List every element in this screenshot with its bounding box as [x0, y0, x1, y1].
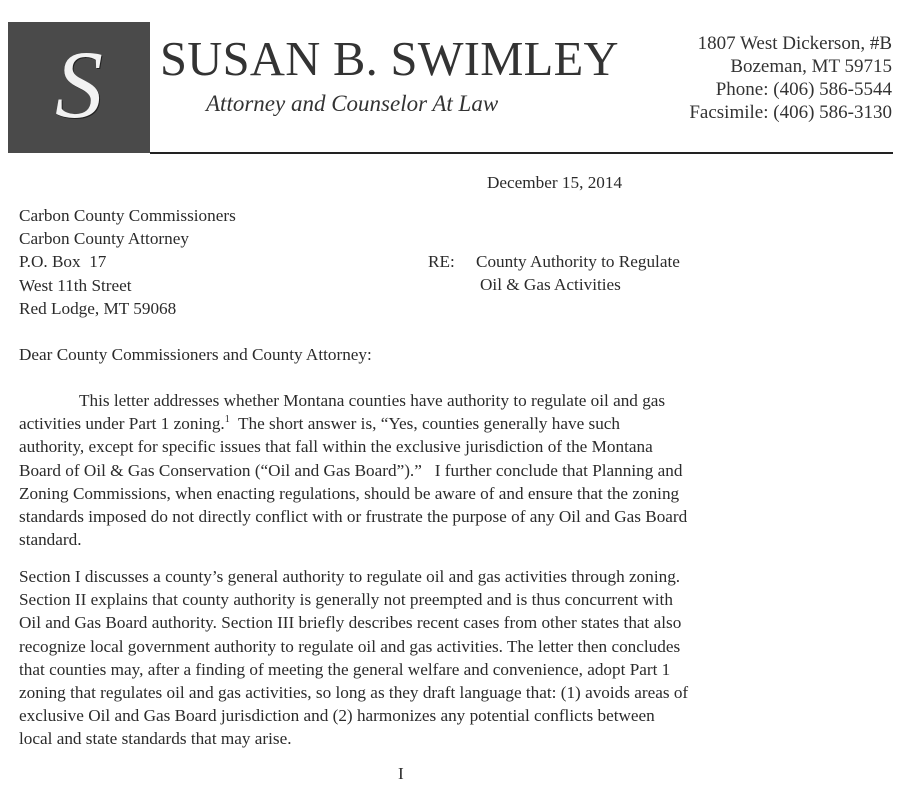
salutation: Dear County Commissioners and County Attorney:: [19, 345, 372, 364]
recipient-line: P.O. Box 17: [19, 252, 107, 272]
header-divider: [150, 152, 893, 154]
paragraph-line: local and state standards that may arise.: [19, 729, 292, 749]
paragraph-line: recognize local government authority to regulate oil and gas activities. The letter then concludes: [19, 636, 681, 656]
subject-text-line-1: County Authority to Regulate: [476, 252, 680, 271]
firm-name: SUSAN B. SWIMLEY: [160, 33, 619, 86]
recipient-address: [19, 204, 236, 320]
body-paragraph-2: [19, 565, 799, 751]
firm-logo: [8, 22, 150, 153]
recipient-line: West 11th Street: [19, 275, 132, 295]
paragraph-line: Board of Oil & Gas Conservation (“Oil and Gas Board”).” I further conclude that Planning and: [19, 460, 683, 480]
paragraph-line: Oil and Gas Board authority. Section III briefly describes recent cases from other states that also: [19, 613, 682, 633]
address-line-1: 1807 West Dickerson, #B: [697, 33, 892, 54]
recipient-line: Red Lodge, MT 59068: [19, 298, 177, 318]
paragraph-line: activities under Part 1 zoning.$^1$ The short answer is, “Yes, counties generally have such: [19, 414, 621, 434]
paragraph-line: authority, except for specific issues that fall within the exclusive jurisdiction of the Montana: [19, 437, 653, 457]
phone-number: Phone: (406) 586-5544: [715, 79, 892, 100]
paragraph-line: zoning that regulates oil and gas activities, so long as they draft language that: (1) avoids areas of: [19, 683, 689, 703]
recipient-line: Carbon County Attorney: [19, 229, 189, 249]
body-paragraph-1: [19, 389, 799, 551]
subject-text-line-2: Oil & Gas Activities: [480, 275, 621, 295]
section-heading: I: [398, 764, 404, 783]
address-line-2: Bozeman, MT 59715: [730, 56, 892, 77]
contact-block: [689, 32, 892, 124]
logo-monogram-icon: S: [55, 31, 103, 138]
fax-number: Facsimile: (406) 586-3130: [689, 102, 892, 123]
paragraph-line: Section II explains that county authority is generally not preempted and is thus concurrent with: [19, 590, 673, 610]
recipient-line: Carbon County Commissioners: [19, 206, 236, 225]
paragraph-line: that counties may, after a finding of meeting the general welfare and convenience, adopt Part 1: [19, 659, 671, 679]
subject-label: RE:: [428, 252, 455, 271]
paragraph-line: standard.: [19, 530, 82, 550]
letter-date: December 15, 2014: [487, 173, 623, 192]
subject-line: [428, 250, 680, 296]
paragraph-line: This letter addresses whether Montana counties have authority to regulate oil and gas: [79, 391, 666, 410]
paragraph-line: Section I discusses a county’s general authority to regulate oil and gas activities through zoning.: [19, 567, 681, 586]
firm-tagline: Attorney and Counselor At Law: [206, 91, 499, 116]
paragraph-line: exclusive Oil and Gas Board jurisdiction and (2) harmonizes any potential conflicts between: [19, 706, 655, 726]
paragraph-line: standards imposed do not directly conflict with or frustrate the purpose of any Oil and Gas Board: [19, 507, 688, 527]
footnote-reference[interactable]: 1: [224, 414, 230, 426]
paragraph-line: Zoning Commissions, when enacting regulations, should be aware of and ensure that the zoning: [19, 483, 680, 503]
